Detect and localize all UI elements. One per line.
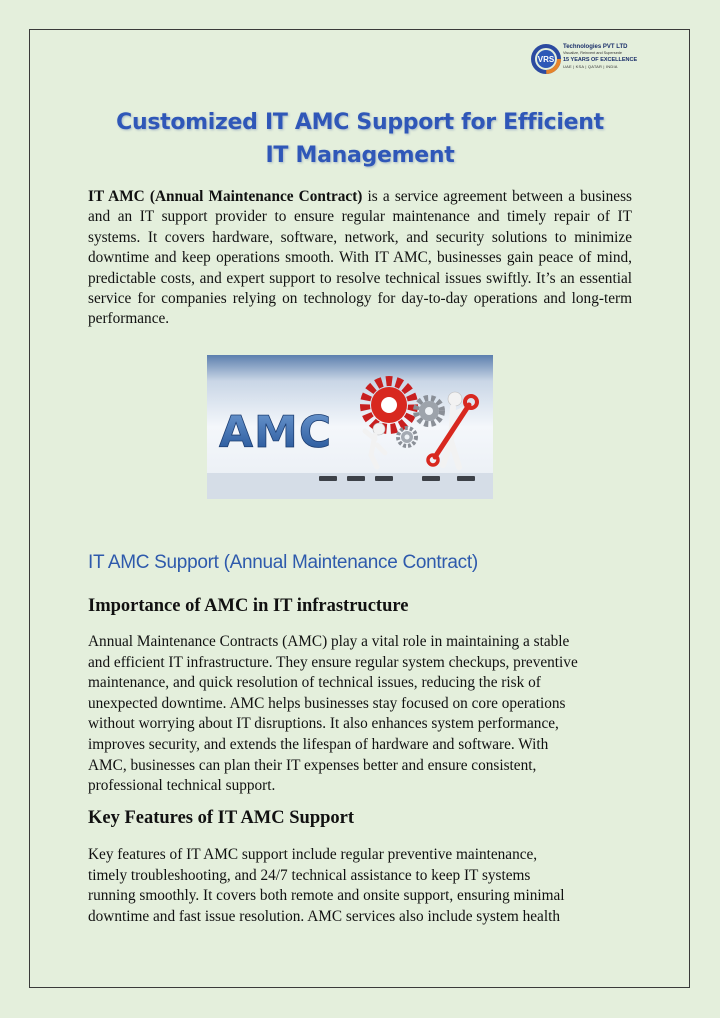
intro-text: is a service agreement between a business and an IT support provider to ensure regular maintenance and timely repair of IT systems. It covers hardware, software, network, and security solutions to minimize downtime and keep operations smooth. With IT AMC, businesses gain peace of mind, predictable costs, and expert support to resolve technical issues swiftly. It’s an essential service for companies relying on technology for day-to-day operations and long-term performance. — [88, 188, 632, 328]
company-logo — [531, 42, 641, 78]
key-features-heading: Key Features of IT AMC Support — [88, 808, 355, 828]
importance-line: unexpected downtime. AMC helps businesses stay focused on core operations — [88, 694, 566, 712]
page-title-line-2: IT Management — [265, 143, 455, 168]
importance-line: Annual Maintenance Contracts (AMC) play a vital role in maintaining a stable — [88, 633, 570, 650]
logo-countries: UAE | KSA | QATAR | INDIA — [563, 64, 618, 70]
key-features-line: timely troubleshooting, and 24/7 technical assistance to keep IT systems — [88, 866, 531, 884]
importance-line: AMC, businesses can plan their IT expenses better and ensure consistent, — [88, 756, 537, 774]
vrs-logo-icon — [531, 44, 561, 74]
logo-tagline: Visualize, Reinvent and Supersede — [563, 51, 623, 55]
importance-line: improves security, and extends the lifespan of hardware and software. With — [88, 735, 549, 753]
key-features-paragraph — [88, 845, 648, 927]
page-title-line-1: Customized IT AMC Support for Efficient — [116, 110, 604, 135]
key-features-line: Key features of IT AMC support include regular preventive maintenance, — [88, 846, 538, 863]
logo-years: 15 YEARS OF EXCELLENCE — [563, 56, 638, 63]
importance-line: without worrying about IT disruptions. It also enhances system performance, — [88, 715, 559, 733]
importance-heading: Importance of AMC in IT infrastructure — [88, 596, 409, 616]
importance-line: professional technical support. — [88, 777, 276, 795]
key-features-line: running smoothly. It covers both remote and onsite support, ensuring minimal — [88, 887, 565, 905]
section-heading: IT AMC Support (Annual Maintenance Contract) — [88, 552, 478, 573]
intro-paragraph — [88, 187, 632, 330]
page-title — [60, 106, 660, 172]
importance-line: maintenance, and quick resolution of technical issues, reducing the risk of — [88, 674, 541, 692]
key-features-line: downtime and fast issue resolution. AMC services also include system health — [88, 907, 560, 925]
hero-amc-label: AMC — [219, 407, 333, 458]
grey-gear-icon — [416, 398, 442, 424]
logo-company-name: Technologies PVT LTD — [563, 44, 628, 50]
importance-paragraph — [88, 632, 648, 797]
intro-bold-term: IT AMC (Annual Maintenance Contract) — [88, 188, 363, 205]
amc-hero-image — [207, 355, 493, 499]
importance-line: and efficient IT infrastructure. They ensure regular system checkups, preventive — [88, 653, 578, 671]
logo-initials: VRS — [537, 55, 555, 64]
